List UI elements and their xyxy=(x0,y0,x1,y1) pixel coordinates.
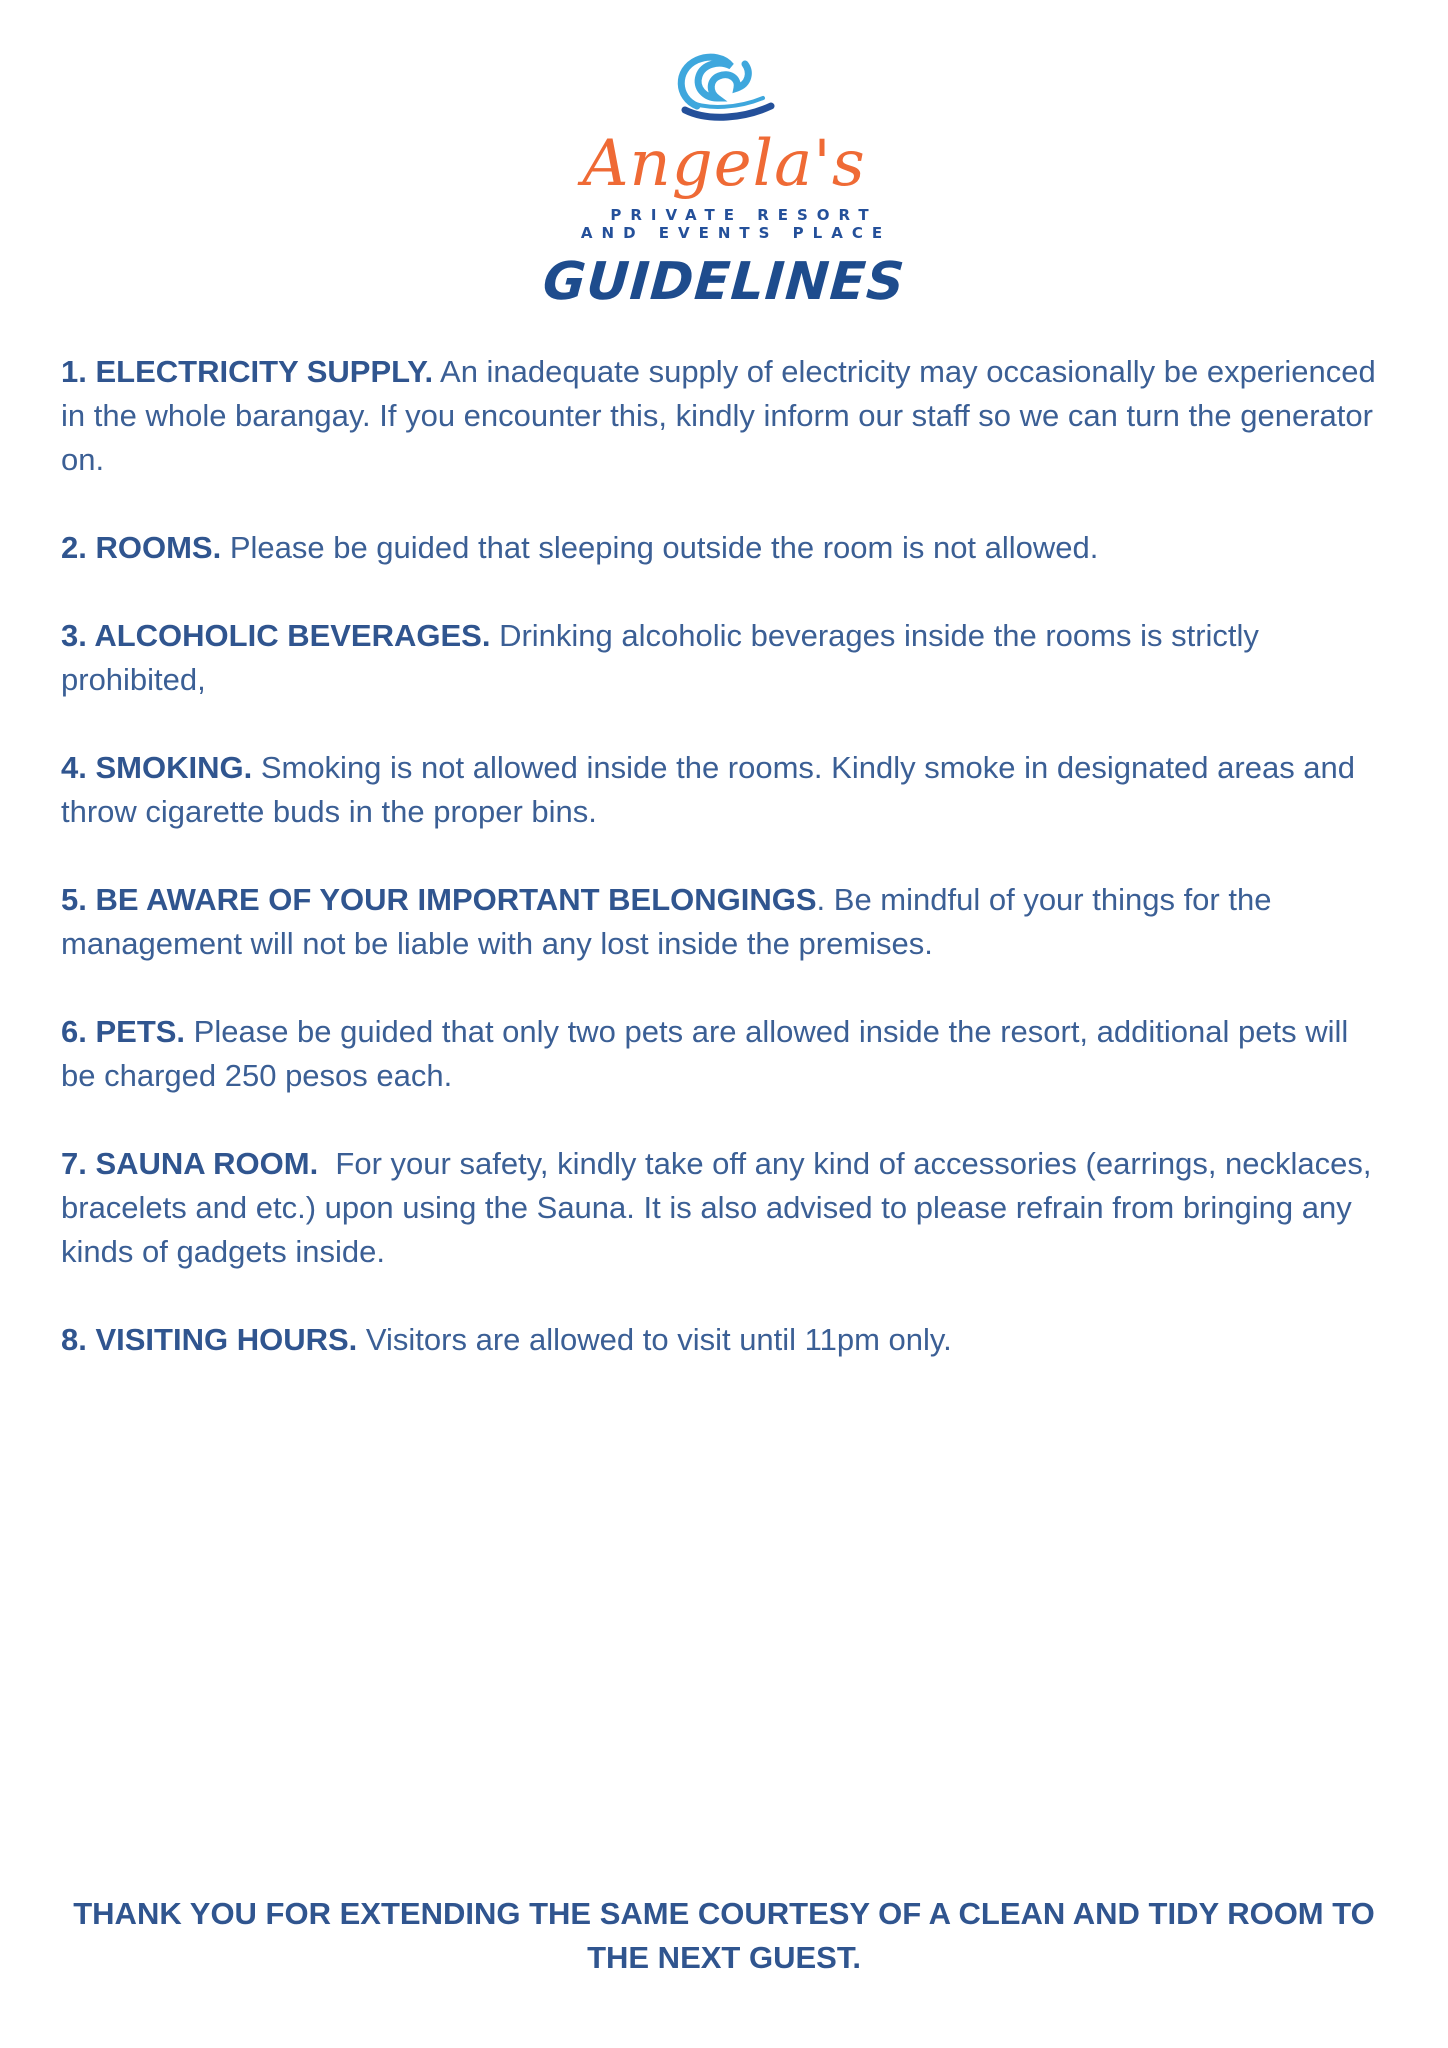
rule-text: An inadequate supply of electricity may occasionally be experienced in the whole barangay. If you encounter this, kindly inform our staff so we can turn the generator on. xyxy=(61,354,1376,477)
rule-heading: 6. PETS. xyxy=(61,1014,186,1049)
rule-text: Please be guided that only two pets are allowed inside the resort, additional pets will be charged 250 pesos each. xyxy=(61,1014,1349,1093)
rule-sauna xyxy=(61,1142,1391,1274)
rule-heading: 5. BE AWARE OF YOUR IMPORTANT BELONGINGS xyxy=(61,882,817,917)
rule-heading: 2. ROOMS. xyxy=(61,530,222,565)
rule-electricity xyxy=(61,350,1391,482)
brand-subtitle-line1: PRIVATE RESORT xyxy=(610,206,878,224)
wave-icon xyxy=(659,48,789,128)
brand-subtitle xyxy=(0,206,1448,242)
rule-visiting-hours xyxy=(61,1318,1391,1362)
rule-text: Drinking alcoholic beverages inside the rooms is strictly prohibited, xyxy=(61,618,1259,697)
rule-heading: 3. ALCOHOLIC BEVERAGES. xyxy=(61,618,491,653)
rule-alcohol xyxy=(61,614,1391,702)
rule-heading: 1. ELECTRICITY SUPPLY. xyxy=(61,354,434,389)
rule-pets xyxy=(61,1010,1391,1098)
brand-subtitle-line2: AND EVENTS PLACE xyxy=(580,224,892,242)
rule-heading: 8. VISITING HOURS. xyxy=(61,1322,358,1357)
rule-heading: 4. SMOKING. xyxy=(61,750,253,785)
rule-rooms xyxy=(61,526,1391,570)
rule-heading: 7. SAUNA ROOM. xyxy=(61,1146,319,1181)
rule-text: Smoking is not allowed inside the rooms. Kindly smoke in designated areas and throw cigarette buds in the proper bins. xyxy=(61,750,1356,829)
rule-smoking xyxy=(61,746,1391,834)
resort-logo xyxy=(0,48,1448,242)
rules-list xyxy=(61,350,1391,1406)
rule-text: For your safety, kindly take off any kind of accessories (earrings, necklaces, bracelets and etc.) upon using the Sauna. It is also advised to please refrain from bringing any kinds of gadgets inside. xyxy=(61,1146,1381,1269)
rule-text: Please be guided that sleeping outside the room is not allowed. xyxy=(221,530,1099,565)
brand-name: Angela's xyxy=(582,127,866,201)
thank-you-note: THANK YOU FOR EXTENDING THE SAME COURTESY OF A CLEAN AND TIDY ROOM TO THE NEXT GUEST. xyxy=(73,1896,1375,1975)
rule-belongings xyxy=(61,878,1391,966)
rule-text: Visitors are allowed to visit until 11pm only. xyxy=(357,1322,952,1357)
rule-text: . Be mindful of your things for the management will not be liable with any lost inside the premises. xyxy=(61,882,1272,961)
page-title: GUIDELINES xyxy=(540,252,908,312)
